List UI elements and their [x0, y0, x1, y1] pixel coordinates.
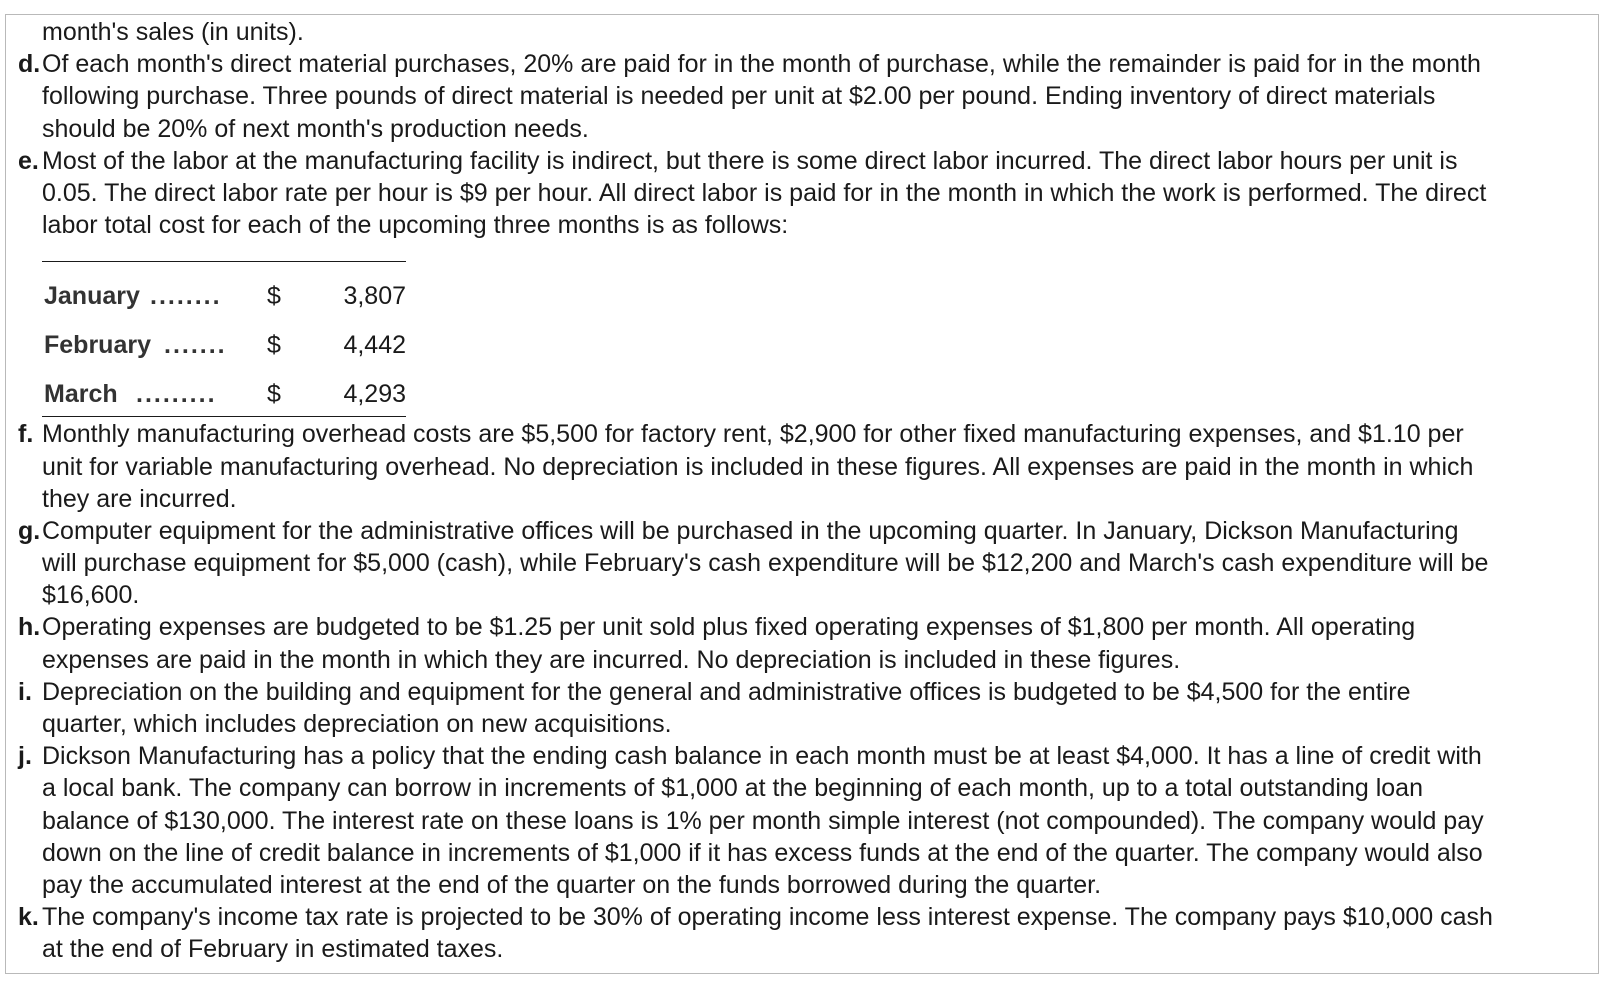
item-text-line: a local bank. The company can borrow in increments of $1,000 at the beginning of each month, up to a total outstanding loan: [42, 774, 1423, 803]
labor-amount: 3,807: [343, 282, 406, 311]
item-text-line: The company's income tax rate is projected to be 30% of operating income less interest expense. The company pays $10,000 cash: [42, 903, 1493, 932]
item-letter: k.: [18, 903, 39, 932]
item-text-line: down on the line of credit balance in increments of $1,000 if it has excess funds at the end of the quarter. The company would also: [42, 838, 1483, 867]
labor-amount: 4,293: [343, 380, 406, 409]
item-text-line: pay the accumulated interest at the end of the quarter on the funds borrowed during the quarter.: [42, 870, 1102, 899]
item-text-line: $16,600.: [42, 581, 140, 610]
item-j: [0, 740, 1600, 901]
item-i: [0, 676, 1600, 740]
month-label: March: [44, 380, 118, 409]
intro-line: month's sales (in units).: [42, 18, 304, 46]
item-letter: e.: [18, 146, 39, 175]
leader-dots: ........: [150, 282, 222, 311]
item-letter: h.: [18, 613, 41, 642]
direct-labor-table: [42, 241, 1600, 418]
item-text-line: quarter, which includes depreciation on new acquisitions.: [42, 710, 672, 738]
item-letter: i.: [18, 677, 32, 706]
currency-symbol: $: [267, 331, 281, 360]
item-g: [0, 515, 1600, 612]
item-text-line: unit for variable manufacturing overhead. No depreciation is included in these figures. All expenses are paid in the month in which: [42, 452, 1474, 481]
item-d: [0, 48, 1600, 145]
item-letter: d.: [18, 50, 41, 79]
item-text-line: expenses are paid in the month in which they are incurred. No depreciation is included in these figures.: [42, 645, 1181, 674]
table-row-january: [42, 279, 406, 313]
item-text-line: Depreciation on the building and equipment for the general and administrative offices is budgeted to be $4,500 for the entire: [42, 677, 1411, 706]
table-bottom-rule: [42, 416, 406, 417]
item-text-line: Operating expenses are budgeted to be $1.25 per unit sold plus fixed operating expenses of $1,800 per month. All operating: [42, 613, 1416, 642]
item-text-line: Of each month's direct material purchases, 20% are paid for in the month of purchase, while the remainder is paid for in the month: [42, 50, 1481, 79]
leader-dots: .......: [164, 331, 227, 360]
item-text-line: at the end of February in estimated taxes.: [42, 935, 504, 964]
item-e: [0, 145, 1600, 242]
item-text-line: Most of the labor at the manufacturing facility is indirect, but there is some direct labor incurred. The direct labor hours per unit is: [42, 146, 1458, 175]
item-text-line: 0.05. The direct labor rate per hour is $9 per hour. All direct labor is paid for in the month in which the work is performed. The direct: [42, 178, 1487, 207]
item-text-line: Computer equipment for the administrative offices will be purchased in the upcoming quarter. In January, Dickson Manufacturing: [42, 516, 1459, 545]
table-row-february: [42, 328, 406, 362]
problem-text: [0, 16, 1600, 966]
currency-symbol: $: [267, 380, 281, 409]
month-label: February: [44, 331, 151, 360]
item-h: [0, 611, 1600, 675]
item-text-line: Dickson Manufacturing has a policy that the ending cash balance in each month must be at least $4,000. It has a line of credit with: [42, 742, 1482, 771]
item-text-line: balance of $130,000. The interest rate on these loans is 1% per month simple interest (not compounded). The company would pay: [42, 806, 1484, 835]
item-text-line: they are incurred.: [42, 484, 237, 513]
item-letter: g.: [18, 516, 41, 545]
item-k: [0, 901, 1600, 965]
month-label: January: [44, 282, 140, 311]
item-text-line: should be 20% of next month's production needs.: [42, 114, 589, 143]
leader-dots: .........: [136, 380, 217, 409]
item-letter: f.: [18, 420, 34, 449]
item-text-line: Monthly manufacturing overhead costs are $5,500 for factory rent, $2,900 for other fixed manufacturing expenses, and $1.10 per: [42, 420, 1464, 449]
table-row-march: [42, 377, 406, 411]
currency-symbol: $: [267, 282, 281, 311]
item-text-line: will purchase equipment for $5,000 (cash), while February's cash expenditure will be $12,200 and March's cash expenditure will be: [42, 549, 1489, 578]
table-top-rule: [42, 261, 406, 262]
labor-amount: 4,442: [343, 331, 406, 360]
item-text-line: following purchase. Three pounds of direct material is needed per unit at $2.00 per pound. Ending inventory of direct materials: [42, 82, 1436, 111]
item-letter: j.: [18, 742, 32, 771]
item-f: [0, 418, 1600, 515]
item-text-line: labor total cost for each of the upcoming three months is as follows:: [42, 211, 789, 240]
